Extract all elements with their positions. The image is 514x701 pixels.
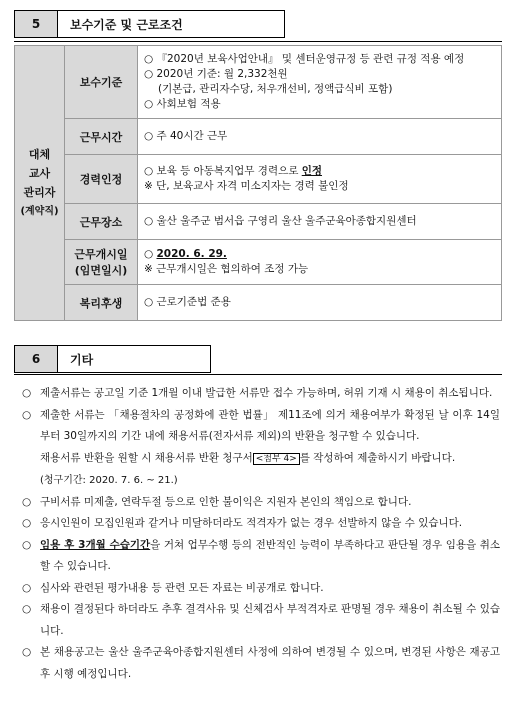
note-text: 제출한 서류는 「채용절차의 공정화에 관한 법률」 제11조에 의거 채용여부가 확정된 날 이후 14일부터 30일까지의 기간 내에 채용서류(전자서류 제외)의 반환을 청구할 수 있습니다. <box>40 408 500 442</box>
career-line-1-text: ○ 보육 등 아동복지업무 경력으로 <box>144 165 302 177</box>
note-mark: ○ <box>22 408 32 421</box>
group-label-line-4: (계약직) <box>20 206 59 217</box>
note-item <box>22 492 500 514</box>
attachment-4-box: <첨부 4> <box>253 453 300 465</box>
note-text: 심사와 관련된 평가내용 등 관련 모든 자료는 비공개로 합니다. <box>40 581 324 594</box>
note-text: 을 거쳐 업무수행 등의 전반적인 능력이 부족하다고 판단될 경우 임용을 취소할 수 있습니다. <box>40 538 500 572</box>
career-line-2: ※ 단, 보육교사 자격 미소지자는 경력 불인정 <box>144 180 349 192</box>
note-item <box>22 535 500 578</box>
career-label: 경력인정 <box>65 155 138 204</box>
section-6-title: 기타 <box>58 345 211 373</box>
pay-label: 보수기준 <box>65 46 138 119</box>
section-5-title: 보수기준 및 근로조건 <box>58 10 285 38</box>
pay-value <box>138 46 502 119</box>
group-label-line-1: 대체 <box>28 148 51 161</box>
note-text: 제출서류는 공고일 기준 1개월 이내 발급한 서류만 접수 가능하며, 허위 기재 시 채용이 취소됩니다. <box>40 387 493 399</box>
welfare-value: ○ 근로기준법 준용 <box>138 285 502 321</box>
section-6-rule <box>14 374 502 375</box>
start-mark: ○ <box>144 248 157 260</box>
start-line-2: ※ 근무개시일은 협의하여 조정 가능 <box>144 263 309 275</box>
pay-line-3: (기본급, 관리자수당, 처우개선비, 정액급식비 포함) <box>158 83 393 95</box>
pay-line-1: ○ 『2020년 보육사업안내』 및 센터운영규정 등 관련 규정 적용 예정 <box>144 53 465 65</box>
section-6-header <box>14 345 211 373</box>
note-text: 응시인원이 모집인원과 같거나 미달하더라도 적격자가 없는 경우 선발하지 않을 수 있습니다. <box>40 517 463 529</box>
note-item <box>22 578 500 600</box>
note-item <box>22 642 500 685</box>
note-mark: ○ <box>22 581 32 594</box>
career-value <box>138 155 502 204</box>
note-return-request <box>40 448 500 471</box>
note-mark: ○ <box>22 387 32 399</box>
group-label-line-2: 교사 <box>28 167 51 180</box>
note-item <box>22 513 500 535</box>
note-mark: ○ <box>22 603 32 615</box>
note-item <box>22 599 500 642</box>
start-label-line-2: (임면일시) <box>74 264 128 277</box>
place-value: ○ 울산 울주군 범서읍 구영리 울산 울주군육아종합지원센터 <box>138 204 502 240</box>
note-text: 구비서류 미제출, 연락두절 등으로 인한 불이익은 지원자 본인의 책임으로 합니다. <box>40 495 412 508</box>
pay-line-4: ○ 사회보험 적용 <box>144 98 221 110</box>
note-mark: ○ <box>22 538 32 551</box>
group-label-line-3: 관리자 <box>23 186 56 199</box>
welfare-label: 복리후생 <box>65 285 138 321</box>
note-mark: ○ <box>22 495 32 508</box>
hours-value: ○ 주 40시간 근무 <box>138 119 502 155</box>
start-label-line-1: 근무개시일 <box>74 248 128 261</box>
section-6-number: 6 <box>14 345 58 373</box>
start-date: 2020. 6. 29. <box>156 248 227 260</box>
section-5-header <box>14 10 285 38</box>
note-text: 채용서류 반환을 원할 시 채용서류 반환 청구서 <box>40 451 253 464</box>
start-line-1 <box>144 247 495 262</box>
place-label: 근무장소 <box>65 204 138 240</box>
section-5-rule <box>14 41 502 42</box>
career-recognized: 인정 <box>301 165 323 177</box>
employment-conditions-table <box>14 45 502 321</box>
hours-label: 근무시간 <box>65 119 138 155</box>
pay-line-2: ○ 2020년 기준: 월 2,332천원 <box>144 68 288 80</box>
group-label-cell <box>15 46 65 321</box>
note-item <box>22 383 500 405</box>
notes-list <box>22 383 500 685</box>
section-5-number: 5 <box>14 10 58 38</box>
start-label <box>65 240 138 285</box>
note-text: 본 채용공고는 울산 울주군육아종합지원센터 사정에 의하여 변경될 수 있으며, 변경된 사항은 재공고 후 시행 예정입니다. <box>40 646 500 680</box>
note-text: 를 작성하여 제출하시기 바랍니다. <box>299 451 456 464</box>
start-value <box>138 240 502 285</box>
note-text: 채용이 결정된다 하더라도 추후 결격사유 및 신체검사 부적격자로 판명될 경우 채용이 취소될 수 있습니다. <box>40 603 500 637</box>
probation-period: 임용 후 3개월 수습기간 <box>40 538 151 551</box>
note-mark: ○ <box>22 646 32 658</box>
note-item <box>22 405 500 492</box>
career-line-1 <box>144 164 495 179</box>
note-mark: ○ <box>22 517 32 529</box>
note-claim-period: (청구기간: 2020. 7. 6. ~ 21.) <box>40 475 178 486</box>
